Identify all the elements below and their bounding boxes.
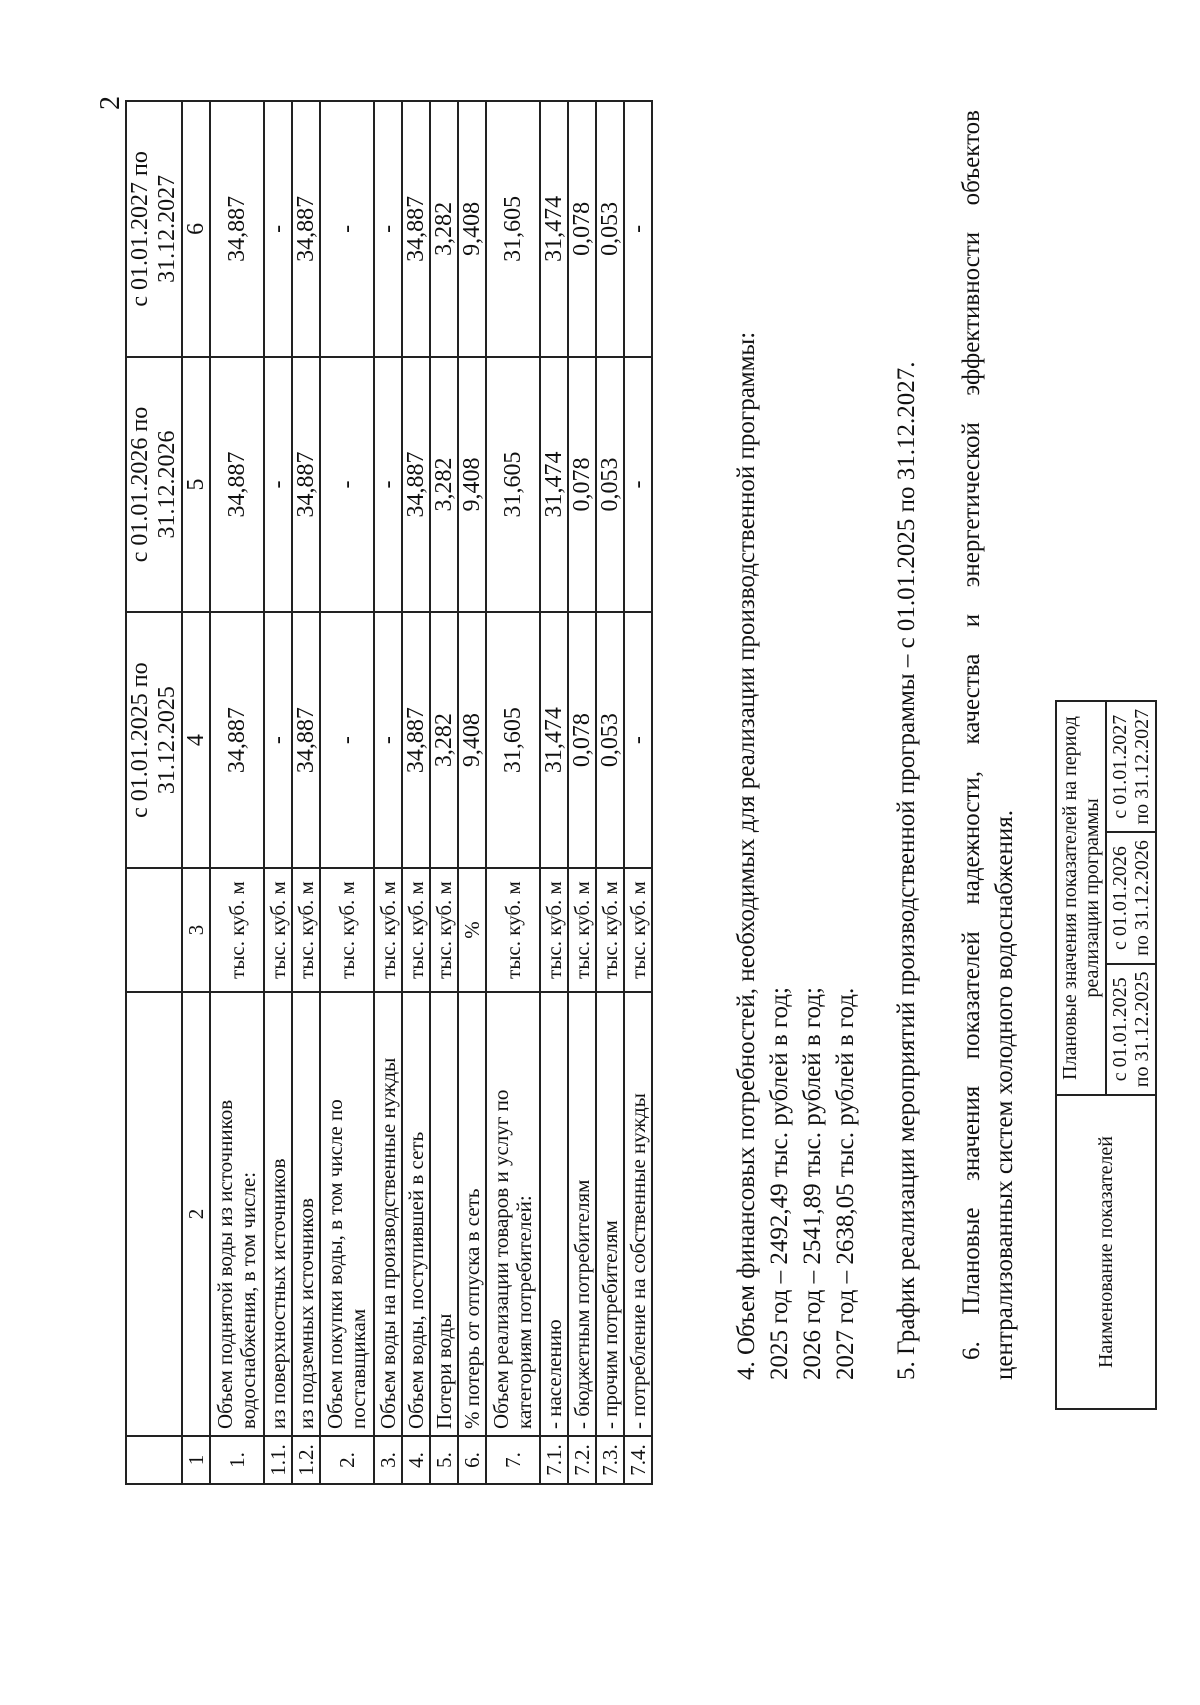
kpi-period-3: с 01.01.2027 по 31.12.2027 xyxy=(1106,701,1156,832)
row-number: 1. xyxy=(210,1436,264,1484)
row-number: 7.2. xyxy=(568,1436,596,1484)
kpi-header-row xyxy=(1056,701,1106,1409)
table-row xyxy=(264,101,292,1484)
row-name xyxy=(540,992,568,1436)
row-value-2027: 0,078 xyxy=(568,101,596,357)
row-name-line: Объем покупки воды, в том числе по xyxy=(323,1099,347,1429)
row-unit: тыс. куб. м xyxy=(596,868,624,992)
table-row xyxy=(458,101,486,1484)
row-value-2026: 0,053 xyxy=(596,357,624,613)
row-value-2026: 0,078 xyxy=(568,357,596,613)
row-value-2026: 3,282 xyxy=(430,357,458,613)
table-row xyxy=(430,101,458,1484)
row-name xyxy=(210,992,264,1436)
table-row xyxy=(292,101,320,1484)
row-value-2026: - xyxy=(374,357,402,613)
row-value-2027: 31,605 xyxy=(486,101,540,357)
table-body xyxy=(210,101,652,1484)
column-number: 1 xyxy=(182,1436,210,1484)
row-value-2027: 34,887 xyxy=(402,101,430,357)
rotated-page xyxy=(40,40,1180,1640)
column-number: 3 xyxy=(182,868,210,992)
row-value-2027: - xyxy=(374,101,402,357)
production-indicators-table xyxy=(125,100,653,1485)
table-row xyxy=(374,101,402,1484)
row-unit: тыс. куб. м xyxy=(292,868,320,992)
row-value-2027: 3,282 xyxy=(430,101,458,357)
row-value-2027: - xyxy=(320,101,374,357)
table-row xyxy=(402,101,430,1484)
row-value-2027: 0,053 xyxy=(596,101,624,357)
row-unit: тыс. куб. м xyxy=(430,868,458,992)
row-number: 1.1. xyxy=(264,1436,292,1484)
row-number: 7.4. xyxy=(624,1436,652,1484)
row-value-2027: - xyxy=(264,101,292,357)
row-name-line: - бюджетным потребителям xyxy=(569,1179,594,1429)
row-name xyxy=(402,992,430,1436)
financial-needs-section xyxy=(730,332,862,1380)
kpi-period-2: с 01.01.2026 по 31.12.2026 xyxy=(1106,832,1156,963)
financial-line: 2027 год – 2638,05 тыс. рублей в год. xyxy=(832,987,859,1380)
row-name-line: - потребление на собственные нужды xyxy=(625,1093,650,1429)
row-value-2025: 34,887 xyxy=(292,612,320,868)
row-name-line: водоснабжения, в том числе: xyxy=(236,1171,260,1429)
row-unit: тыс. куб. м xyxy=(264,868,292,992)
table-row xyxy=(624,101,652,1484)
table-row xyxy=(320,101,374,1484)
row-name xyxy=(624,992,652,1436)
row-name xyxy=(430,992,458,1436)
row-name-line: - населению xyxy=(541,1319,566,1429)
table-row xyxy=(486,101,540,1484)
row-name-line: из поверхностных источников xyxy=(265,1158,290,1429)
kpi-group-header: Плановые значения показателей на период реализации программы xyxy=(1056,701,1106,1095)
row-name-line: поставщикам xyxy=(346,1308,370,1429)
kpi-section-heading: 6. Плановые значения показателей надежности, качества и энергетической эффективности объектов централизованных систем холодного водоснабжения. xyxy=(958,110,1018,1380)
row-unit: тыс. куб. м xyxy=(374,868,402,992)
table-row xyxy=(540,101,568,1484)
row-name-line: Объем воды, поступившей в сеть xyxy=(403,1131,428,1429)
row-number: 5. xyxy=(430,1436,458,1484)
row-name xyxy=(264,992,292,1436)
period-header-2: с 01.01.2026 по 31.12.2026 xyxy=(126,357,182,613)
row-number: 4. xyxy=(402,1436,430,1484)
schedule-section: 5. График реализации мероприятий производственной программы – с 01.01.2025 по 31.12.2027. xyxy=(893,361,920,1380)
page-number: 2 xyxy=(95,96,126,110)
row-value-2027: 31,474 xyxy=(540,101,568,357)
row-name xyxy=(486,992,540,1436)
row-value-2026: - xyxy=(624,357,652,613)
kpi-table xyxy=(1055,700,1157,1410)
row-value-2026: 9,408 xyxy=(458,357,486,613)
row-unit: тыс. куб. м xyxy=(320,868,374,992)
row-number: 6. xyxy=(458,1436,486,1484)
row-number: 7. xyxy=(486,1436,540,1484)
row-value-2027: 34,887 xyxy=(292,101,320,357)
table-row xyxy=(568,101,596,1484)
row-value-2025: 34,887 xyxy=(210,612,264,868)
row-unit: тыс. куб. м xyxy=(624,868,652,992)
period-header-1: с 01.01.2025 по 31.12.2025 xyxy=(126,612,182,868)
row-number: 1.2. xyxy=(292,1436,320,1484)
row-number: 2. xyxy=(320,1436,374,1484)
row-value-2025: 34,887 xyxy=(402,612,430,868)
row-value-2025: - xyxy=(374,612,402,868)
section-4-heading: 4. Объем финансовых потребностей, необходимых для реализации производственной программы: xyxy=(733,331,760,1380)
row-name xyxy=(596,992,624,1436)
row-value-2026: - xyxy=(320,357,374,613)
row-value-2026: 31,605 xyxy=(486,357,540,613)
row-name-line: Объем поднятой воды из источников xyxy=(213,1099,237,1429)
financial-line: 2026 год – 2541,89 тыс. рублей в год; xyxy=(799,987,826,1380)
row-value-2026: 34,887 xyxy=(402,357,430,613)
row-unit: % xyxy=(458,868,486,992)
column-number: 4 xyxy=(182,612,210,868)
period-header-3: с 01.01.2027 по 31.12.2027 xyxy=(126,101,182,357)
row-value-2027: 9,408 xyxy=(458,101,486,357)
row-unit: тыс. куб. м xyxy=(402,868,430,992)
row-value-2025: - xyxy=(264,612,292,868)
row-name-line: Объем воды на производственные нужды xyxy=(375,1057,400,1429)
row-value-2025: 31,474 xyxy=(540,612,568,868)
row-value-2025: 9,408 xyxy=(458,612,486,868)
column-number-row xyxy=(182,101,210,1484)
row-unit: тыс. куб. м xyxy=(486,868,540,992)
row-value-2025: 3,282 xyxy=(430,612,458,868)
row-value-2026: - xyxy=(264,357,292,613)
table-header-row xyxy=(126,101,182,1484)
row-value-2026: 34,887 xyxy=(210,357,264,613)
financial-line: 2025 год – 2492,49 тыс. рублей в год; xyxy=(766,987,793,1380)
column-number: 5 xyxy=(182,357,210,613)
row-value-2026: 34,887 xyxy=(292,357,320,613)
column-number: 2 xyxy=(182,992,210,1436)
row-name-line: категориям потребителей: xyxy=(512,1195,536,1429)
row-value-2027: - xyxy=(624,101,652,357)
row-name-line: Объем реализации товаров и услуг по xyxy=(489,1089,513,1429)
row-name xyxy=(374,992,402,1436)
row-value-2025: 0,078 xyxy=(568,612,596,868)
kpi-period-1: с 01.01.2025 по 31.12.2025 xyxy=(1106,964,1156,1095)
table-row xyxy=(596,101,624,1484)
row-value-2025: - xyxy=(320,612,374,868)
row-name-line: - прочим потребителям xyxy=(597,1220,622,1429)
row-name xyxy=(320,992,374,1436)
table-row xyxy=(210,101,264,1484)
row-name-line: из подземных источников xyxy=(293,1198,318,1429)
row-name xyxy=(458,992,486,1436)
row-name xyxy=(292,992,320,1436)
row-unit: тыс. куб. м xyxy=(568,868,596,992)
row-value-2025: 31,605 xyxy=(486,612,540,868)
row-value-2025: - xyxy=(624,612,652,868)
row-unit: тыс. куб. м xyxy=(540,868,568,992)
row-name xyxy=(568,992,596,1436)
row-number: 7.3. xyxy=(596,1436,624,1484)
row-value-2026: 31,474 xyxy=(540,357,568,613)
row-number: 7.1. xyxy=(540,1436,568,1484)
row-value-2027: 34,887 xyxy=(210,101,264,357)
row-number: 3. xyxy=(374,1436,402,1484)
row-unit: тыс. куб. м xyxy=(210,868,264,992)
kpi-name-header: Наименование показателей xyxy=(1056,1095,1156,1409)
column-number: 6 xyxy=(182,101,210,357)
row-value-2025: 0,053 xyxy=(596,612,624,868)
row-name-line: % потерь от отпуска в сеть xyxy=(459,1188,484,1429)
row-name-line: Потери воды xyxy=(431,1313,456,1429)
